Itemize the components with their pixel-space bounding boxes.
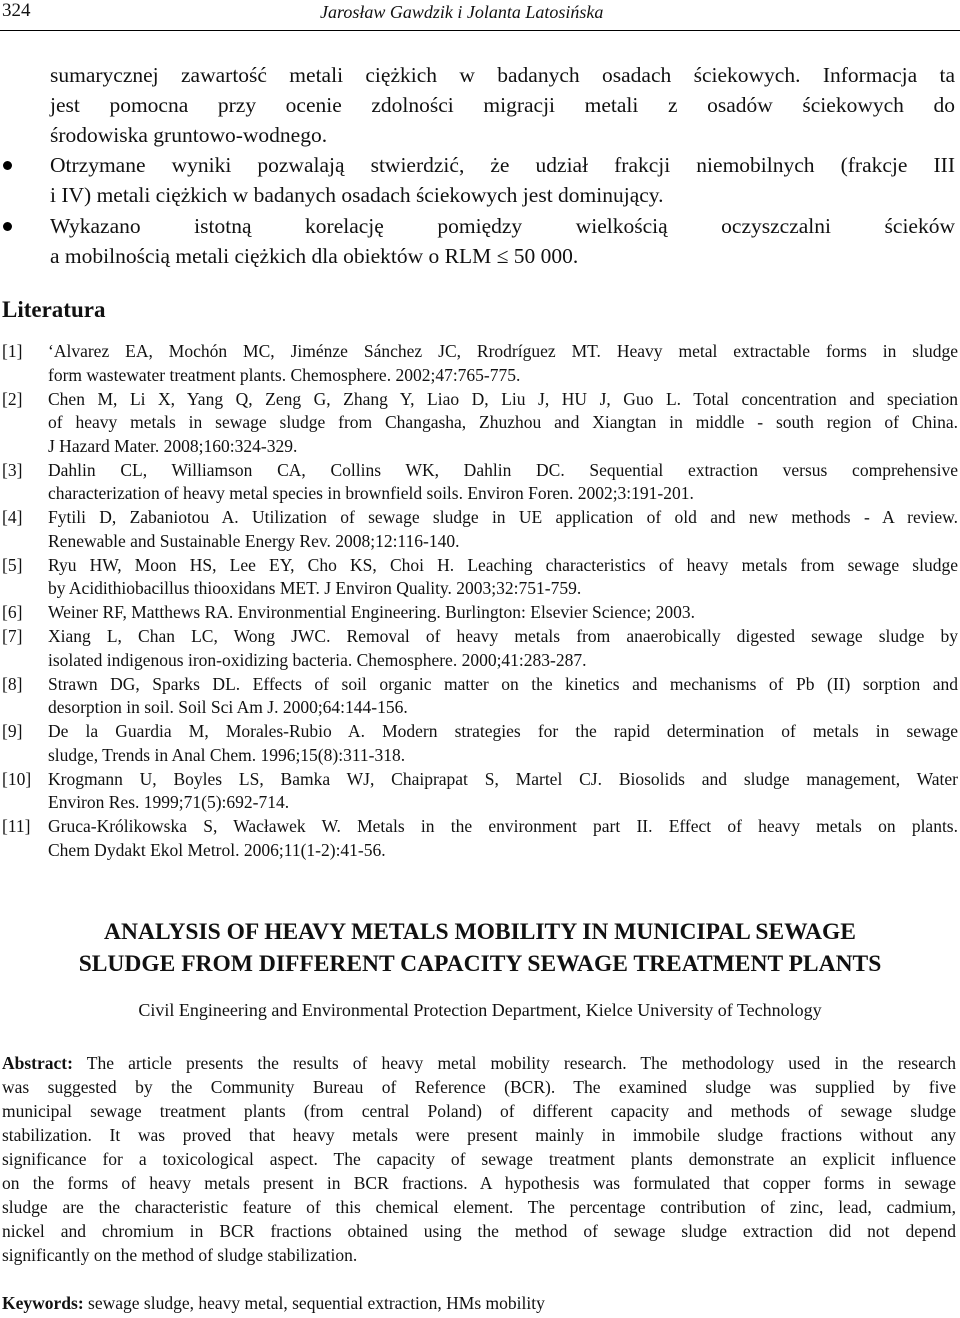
- text-line: środowiska gruntowo-wodnego.: [50, 123, 328, 147]
- reference-line: Ryu HW, Moon HS, Lee EY, Cho KS, Choi H. Leaching characteristics of heavy metals from sewage sludge: [48, 554, 958, 575]
- reference-item: [0, 388, 958, 459]
- text-line: jest pomocna przy ocenie zdolności migracji metali z osadów ściekowych do: [50, 93, 955, 117]
- reference-item: [0, 720, 958, 767]
- reference-line: Renewable and Sustainable Energy Rev. 2008;12:116-140.: [48, 530, 460, 551]
- continuation-paragraph: [50, 60, 955, 150]
- reference-line: Xiang L, Chan LC, Wong JWC. Removal of heavy metals from anaerobically digested sewage sludge by: [48, 626, 958, 646]
- reference-item: [0, 459, 958, 506]
- reference-item: [0, 768, 958, 815]
- text-line: a mobilnością metali ciężkich dla obiektów o RLM ≤ 50 000.: [50, 244, 579, 268]
- title-line: SLUDGE FROM DIFFERENT CAPACITY SEWAGE TREATMENT PLANTS: [78, 951, 882, 977]
- abstract-label: Abstract:: [2, 1053, 73, 1073]
- reference-number: [10]: [2, 768, 32, 789]
- abstract-line: sludge are the characteristic feature of this chemical element. The percentage contribution of zinc, lead, cadmium,: [2, 1197, 956, 1217]
- abstract-line: significantly on the method of sludge stabilization.: [2, 1245, 358, 1265]
- reference-line: of heavy metals in sewage sludge from Changasha, Zhuzhou and Xiangtan in middle - south region of China.: [48, 412, 958, 432]
- reference-line: desorption in soil. Soil Sci Am J. 2000;64:144-156.: [48, 697, 408, 717]
- reference-line: Dahlin CL, Williamson CA, Collins WK, Dahlin DC. Sequential extraction versus comprehensive: [48, 459, 958, 480]
- reference-item: [0, 340, 958, 387]
- header-rule: [0, 30, 960, 31]
- bullet-icon: [3, 222, 12, 231]
- reference-line: De la Guardia M, Morales-Rubio A. Modern strategies for the rapid determination of metals in sewage: [48, 721, 958, 741]
- reference-number: [6]: [2, 602, 23, 622]
- reference-number: [3]: [2, 459, 23, 480]
- reference-line: ‘Alvarez EA, Mochón MC, Jiménze Sánchez JC, Rrodríguez MT. Heavy metal extractable forms in sludge: [48, 341, 958, 361]
- reference-item: [0, 506, 958, 553]
- reference-line: Fytili D, Zabaniotou A. Utilization of sewage sludge in UE application of old and new methods - A review.: [48, 507, 958, 527]
- affiliation: Civil Engineering and Environmental Protection Department, Kielce University of Technology: [138, 1000, 822, 1020]
- text-line: sumarycznej zawartość metali ciężkich w badanych osadach ściekowych. Informacja ta: [50, 63, 955, 87]
- abstract-line: municipal sewage treatment plants (from central Poland) of different capacity and methods of sewage sludge: [2, 1101, 956, 1121]
- reference-item: [0, 815, 958, 862]
- reference-line: by Acidithiobacillus thiooxidans MET. J Environ Quality. 2003;32:751-759.: [48, 578, 582, 598]
- bullet-icon: [3, 161, 12, 170]
- text-line: Otrzymane wyniki pozwalają stwierdzić, że udział frakcji niemobilnych (frakcje III: [50, 153, 955, 177]
- reference-item: [0, 673, 958, 720]
- reference-list: [0, 340, 958, 863]
- abstract: [2, 1051, 956, 1267]
- reference-item: [0, 554, 958, 601]
- reference-number: [4]: [2, 507, 23, 527]
- abstract-text: The article presents the results of heavy metal mobility research. The methodology used in the research: [72, 1053, 956, 1073]
- title-line: ANALYSIS OF HEAVY METALS MOBILITY IN MUNICIPAL SEWAGE: [104, 919, 856, 945]
- reference-number: [11]: [2, 816, 31, 836]
- abstract-line: on the forms of heavy metals present in BCR fractions. A hypothesis was formulated that copper forms in sewage: [2, 1173, 956, 1193]
- abstract-line: was suggested by the Community Bureau of Reference (BCR). The examined sludge was supplied by five: [2, 1077, 956, 1097]
- abstract-line: nickel and chromium in BCR fractions obtained using the method of sewage sludge extraction did not depend: [2, 1221, 956, 1241]
- running-head: Jarosław Gawdzik i Jolanta Latosińska: [320, 2, 604, 22]
- page-number: 324: [2, 0, 31, 21]
- keywords-text: sewage sludge, heavy metal, sequential extraction, HMs mobility: [83, 1293, 545, 1313]
- reference-line: Chen M, Li X, Yang Q, Zeng G, Zhang Y, Liao D, Liu J, HU J, Guo L. Total concentration and speciation: [48, 388, 958, 409]
- reference-line: Weiner RF, Matthews RA. Environmential Engineering. Burlington: Elsevier Science; 2003.: [48, 602, 695, 622]
- reference-line: Krogmann U, Boyles LS, Bamka WJ, Chaiprapat S, Martel CJ. Biosolids and sludge management, Water: [48, 768, 958, 789]
- reference-line: J Hazard Mater. 2008;160:324-329.: [48, 435, 298, 456]
- reference-number: [7]: [2, 626, 23, 646]
- conclusion-bullets: [0, 150, 955, 272]
- reference-line: Environ Res. 1999;71(5):692-714.: [48, 792, 290, 812]
- reference-item: [0, 625, 958, 672]
- abstract-line: significance for a toxicological aspect. The capacity of sewage treatment plants demonstrate an explicit influence: [2, 1149, 956, 1169]
- bullet-item: [0, 211, 955, 271]
- reference-line: Gruca-Królikowska S, Wacławek W. Metals in the environment part II. Effect of heavy metals on plants.: [48, 816, 958, 836]
- reference-number: [2]: [2, 388, 23, 409]
- bullet-item: [0, 150, 955, 210]
- reference-item: [0, 601, 958, 625]
- reference-number: [9]: [2, 721, 23, 741]
- page-header: [0, 0, 960, 32]
- reference-line: sludge, Trends in Anal Chem. 1996;15(8):311-318.: [48, 744, 406, 765]
- reference-line: characterization of heavy metal species in brownfield soils. Environ Foren. 2002;3:191-201.: [48, 483, 694, 503]
- text-line: Wykazano istotną korelację pomiędzy wielkością oczyszczalni ścieków: [50, 214, 955, 238]
- keywords-label: Keywords:: [2, 1293, 84, 1313]
- abstract-first-line: [2, 1051, 956, 1075]
- reference-line: form wastewater treatment plants. Chemosphere. 2002;47:765-775.: [48, 364, 521, 385]
- literature-heading: Literatura: [2, 297, 106, 322]
- reference-number: [8]: [2, 673, 23, 694]
- keywords: [2, 1293, 545, 1314]
- english-title: [0, 916, 960, 980]
- reference-number: [5]: [2, 554, 23, 575]
- reference-line: Strawn DG, Sparks DL. Effects of soil organic matter on the kinetics and mechanisms of Pb (II) sorption and: [48, 673, 958, 694]
- reference-line: Chem Dydakt Ekol Metrol. 2006;11(1-2):41-56.: [48, 839, 386, 860]
- text-line: i IV) metali ciężkich w badanych osadach ściekowych jest dominujący.: [50, 183, 664, 207]
- reference-number: [1]: [2, 341, 23, 361]
- abstract-line: stabilization. It was proved that heavy metals were present mainly in immobile sludge fractions without any: [2, 1125, 956, 1145]
- reference-line: isolated indigenous iron-oxidizing bacteria. Chemosphere. 2000;41:283-287.: [48, 649, 587, 670]
